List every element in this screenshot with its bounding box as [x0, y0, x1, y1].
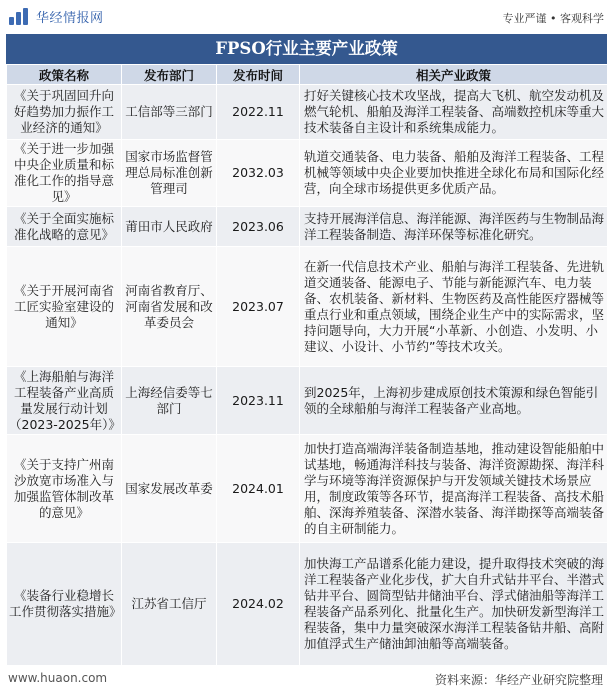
date-cell: 2023.06 — [217, 207, 300, 247]
policy-content-cell: 到2025年，上海初步建成原创技术策源和绿色智能引领的全球船舶与海洋工程装备产业高地。 — [300, 367, 608, 435]
date-cell: 2023.07 — [217, 247, 300, 367]
table-row — [7, 140, 608, 207]
column-header-policy-content: 相关产业政策 — [300, 65, 608, 85]
table-row — [7, 367, 608, 435]
date-cell: 2023.11 — [217, 367, 300, 435]
date-cell: 2032.03 — [217, 140, 300, 207]
date-cell: 2022.11 — [217, 85, 300, 140]
department-cell: 国家市场监督管理总局标准创新管理司 — [122, 140, 217, 207]
policy-content-cell: 支持开展海洋信息、海洋能源、海洋医药与生物制品海洋工程装备制造、海洋环保等标准化研究。 — [300, 207, 608, 247]
policy-name-cell: 《关于全面实施标准化战略的意见》 — [7, 207, 122, 247]
department-cell: 工信部等三部门 — [122, 85, 217, 140]
table-row — [7, 247, 608, 367]
department-cell: 上海经信委等七部门 — [122, 367, 217, 435]
department-cell: 莆田市人民政府 — [122, 207, 217, 247]
top-bar — [0, 0, 613, 34]
department-cell: 河南省教育厅、河南省发展和改革委员会 — [122, 247, 217, 367]
date-cell: 2024.01 — [217, 435, 300, 543]
department-cell: 江苏省工信厅 — [122, 543, 217, 666]
table-row — [7, 435, 608, 543]
page-title: FPSO行业主要产业政策 — [6, 34, 607, 64]
logo-text: 华经情报网 — [36, 11, 104, 26]
policy-content-cell: 加快打造高端海洋装备制造基地，推动建设智能船舶中试基地，畅通海洋科技与装备、海洋资源勘探、海洋科学与环境等海洋资源保护与开发领域关键技术场景应用，制度政策等各环节，提高海洋工程装备、高技术船舶、深海养殖装备、深潜水装备、海洋勘探等高端装备的自主研制能力。 — [300, 435, 608, 543]
policy-name-cell: 《关于巩固回升向好趋势加力振作工业经济的通知》 — [7, 85, 122, 140]
website-link[interactable]: www.huaon.com — [8, 671, 108, 685]
policy-name-cell: 《装备行业稳增长工作贯彻落实措施》 — [7, 543, 122, 666]
table-header-row — [7, 65, 608, 85]
policy-name-cell: 《上海船舶与海洋工程装备产业高质量发展行动计划（2023-2025年）》 — [7, 367, 122, 435]
policy-content-cell: 打好关键核心技术攻坚战，提高大飞机、航空发动机及燃气轮机、船舶及海洋工程装备、高端数控机床等重大技术装备自主设计和系统集成能力。 — [300, 85, 608, 140]
bar-chart-logo-icon — [8, 8, 30, 26]
table-row — [7, 207, 608, 247]
date-cell: 2024.02 — [217, 543, 300, 666]
department-cell: 国家发展改革委 — [122, 435, 217, 543]
policy-content-cell: 在新一代信息技术产业、船舶与海洋工程装备、先进轨道交通装备、能源电子、节能与新能源汽车、电力装备、农机装备、新材料、生物医药及高性能医疗器械等重点行业和重点领域，围绕企业生产中的实际需求，坚持问题导向，大力开展“小革新、小创造、小发明、小建议、小设计、小节约”等技术攻关。 — [300, 247, 608, 367]
policy-name-cell: 《关于支持广州南沙放宽市场准入与加强监管体制改革的意见》 — [7, 435, 122, 543]
policy-name-cell: 《关于进一步加强中央企业质量和标准化工作的指导意见》 — [7, 140, 122, 207]
column-header-policy-name: 政策名称 — [7, 65, 122, 85]
brand-logo[interactable] — [8, 7, 104, 26]
footer-bar — [0, 665, 613, 695]
table-row — [7, 85, 608, 140]
policy-table — [6, 64, 608, 666]
table-row — [7, 543, 608, 666]
policy-name-cell: 《关于开展河南省工匠实验室建设的通知》 — [7, 247, 122, 367]
column-header-date: 发布时间 — [217, 65, 300, 85]
data-source-note: 资料来源：华经产业研究院整理 — [434, 673, 603, 687]
policy-content-cell: 加快海工产品谱系化能力建设，提升取得技术突破的海洋工程装备产业化步伐，扩大自升式钻井平台、半潜式钻井平台、圆筒型钻井储油平台、浮式储油船等海洋工程装备产品系列化、批量化生产。加快研发新型海洋工程装备，集中力量突破深水海洋工程装备钻井船、高附加值浮式生产储油卸油船等高端装备。 — [300, 543, 608, 666]
policy-content-cell: 轨道交通装备、电力装备、船舶及海洋工程装备、工程机械等领域中央企业要加快推进全球化布局和国际化经营，向全球市场提供更多优质产品。 — [300, 140, 608, 207]
column-header-department: 发布部门 — [122, 65, 217, 85]
slogan: 专业严谨 • 客观科学 — [502, 12, 604, 25]
